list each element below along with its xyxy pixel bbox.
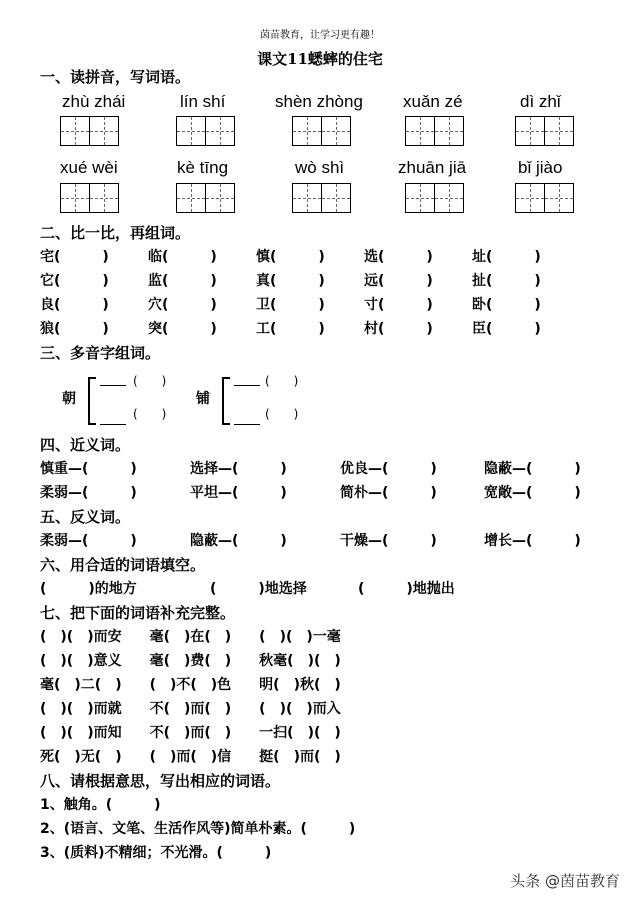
synonym-item: 选择—( ) [190, 461, 287, 477]
compare-item: 真( ) [256, 273, 325, 289]
compare-item: 址( ) [472, 249, 541, 265]
synonym-item: 优良—( ) [340, 461, 437, 477]
blank-line [234, 424, 260, 425]
blank-line [234, 385, 260, 386]
idiom-row: ( )( )而就 不( )而( ) ( )( )而入 [40, 701, 341, 717]
synonym-item: 宽敞—( ) [484, 485, 581, 501]
synonym-item: 慎重—( ) [40, 461, 137, 477]
writing-grid[interactable] [292, 116, 351, 146]
blank-paren: ( ) [133, 374, 167, 388]
compare-item: 突( ) [148, 321, 217, 337]
section-1-heading: 一、读拼音，写词语。 [40, 68, 191, 86]
antonym-item: 柔弱—( ) [40, 533, 137, 549]
compare-item: 慎( ) [256, 249, 325, 265]
idiom-row: ( )( )而知 不( )而( ) 一扫( )( ) [40, 725, 341, 741]
meaning-item: 2、(语言、文笔、生活作风等)简单朴素。( ) [40, 821, 356, 837]
blank-paren: ( ) [133, 407, 167, 421]
blank-paren: ( ) [265, 407, 299, 421]
section-8-heading: 八、请根据意思，写出相应的词语。 [40, 772, 281, 790]
compare-item: 臣( ) [472, 321, 541, 337]
pinyin-label: dì zhǐ [520, 92, 561, 111]
compare-item: 狼( ) [40, 321, 109, 337]
compare-item: 选( ) [364, 249, 433, 265]
writing-grid[interactable] [405, 183, 464, 213]
compare-item: 良( ) [40, 297, 109, 313]
compare-item: 卧( ) [472, 297, 541, 313]
compare-item: 工( ) [256, 321, 325, 337]
pinyin-label: xuǎn zé [403, 92, 463, 111]
polyphone-char: 朝 [62, 391, 76, 407]
fill-item: ( )地选择 [210, 581, 307, 597]
compare-item: 它( ) [40, 273, 109, 289]
blank-line [100, 385, 126, 386]
section-4-heading: 四、近义词。 [40, 436, 131, 454]
writing-grid[interactable] [515, 116, 574, 146]
compare-item: 卫( ) [256, 297, 325, 313]
polyphone-bracket [222, 377, 230, 425]
section-2-heading: 二、比一比，再组词。 [40, 224, 191, 242]
meaning-item: 3、(质料)不精细；不光滑。( ) [40, 845, 272, 861]
synonym-item: 平坦—( ) [190, 485, 287, 501]
idiom-row: ( )( )意义 毫( )费( ) 秋毫( )( ) [40, 653, 341, 669]
writing-grid[interactable] [176, 116, 235, 146]
writing-grid[interactable] [515, 183, 574, 213]
section-6-heading: 六、用合适的词语填空。 [40, 556, 206, 574]
pinyin-label: bǐ jiào [518, 158, 563, 177]
pinyin-label: wò shì [295, 158, 345, 177]
synonym-item: 隐蔽—( ) [484, 461, 581, 477]
blank-paren: ( ) [265, 374, 299, 388]
section-3-heading: 三、多音字组词。 [40, 344, 161, 362]
idiom-row: ( )( )而安 毫( )在( ) ( )( )一毫 [40, 629, 341, 645]
fill-item: ( )的地方 [40, 581, 137, 597]
pinyin-label: kè tīng [177, 158, 229, 177]
synonym-item: 柔弱—( ) [40, 485, 137, 501]
antonym-item: 隐蔽—( ) [190, 533, 287, 549]
writing-grid[interactable] [60, 183, 119, 213]
page-header: 茵苗教育，让学习更有趣！ [260, 30, 380, 41]
synonym-item: 简朴—( ) [340, 485, 437, 501]
writing-grid[interactable] [292, 183, 351, 213]
pinyin-label: shèn zhòng [275, 92, 363, 111]
polyphone-char: 铺 [196, 391, 210, 407]
pinyin-label: lín shí [180, 92, 226, 111]
idiom-row: 死( )无( ) ( )而( )信 挺( )而( ) [40, 749, 341, 765]
compare-item: 寸( ) [364, 297, 433, 313]
compare-item: 穴( ) [148, 297, 217, 313]
writing-grid[interactable] [176, 183, 235, 213]
antonym-item: 干燥—( ) [340, 533, 437, 549]
polyphone-bracket [88, 377, 96, 425]
page-title: 课文11蟋蟀的住宅 [257, 50, 383, 68]
pinyin-label: xué wèi [60, 158, 118, 177]
compare-item: 临( ) [148, 249, 217, 265]
writing-grid[interactable] [405, 116, 464, 146]
antonym-item: 增长—( ) [484, 533, 581, 549]
compare-item: 监( ) [148, 273, 217, 289]
watermark: 头条 @茵苗教育 [510, 872, 620, 890]
idiom-row: 毫( )二( ) ( )不( )色 明( )秋( ) [40, 677, 341, 693]
pinyin-label: zhuān jiā [398, 158, 467, 177]
compare-item: 扯( ) [472, 273, 541, 289]
compare-item: 宅( ) [40, 249, 109, 265]
pinyin-label: zhù zhái [62, 92, 126, 111]
compare-item: 远( ) [364, 273, 433, 289]
compare-item: 村( ) [364, 321, 433, 337]
writing-grid[interactable] [60, 116, 119, 146]
section-5-heading: 五、反义词。 [40, 508, 131, 526]
meaning-item: 1、触角。( ) [40, 797, 161, 813]
blank-line [100, 424, 126, 425]
section-7-heading: 七、把下面的词语补充完整。 [40, 604, 236, 622]
fill-item: ( )地抛出 [358, 581, 455, 597]
